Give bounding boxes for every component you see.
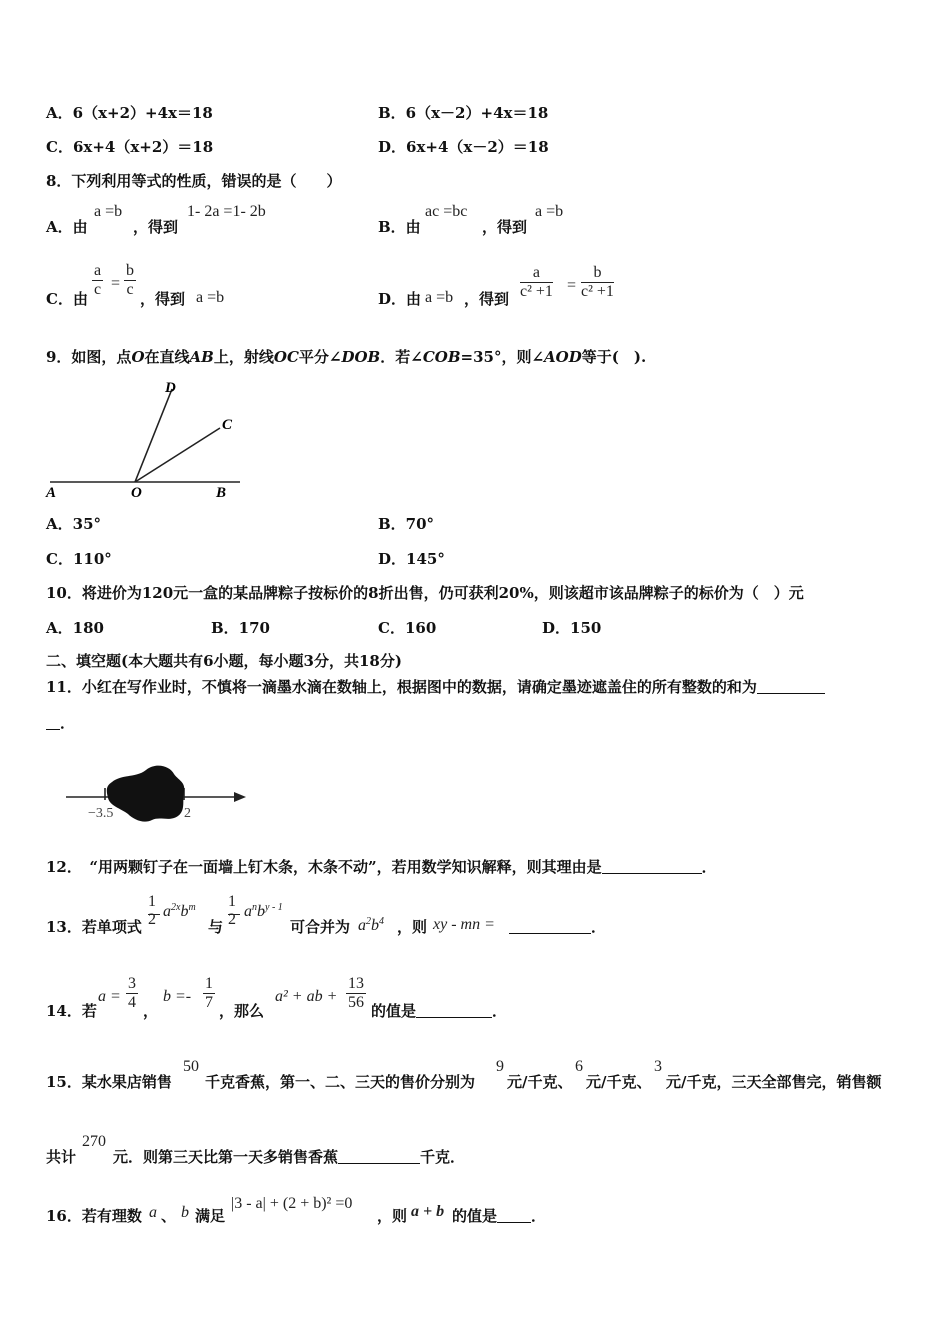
q12-blank <box>602 859 702 874</box>
q8-d-eq1: a =b <box>425 289 454 306</box>
q11-blank-a <box>757 679 825 694</box>
q15-n3: 3 <box>654 1058 662 1075</box>
q13-monomial-1: $a^{2x}b^m$ <box>163 902 196 920</box>
label-neg-3-5: −3.5 <box>88 806 114 821</box>
q16-sep: 、 <box>161 1207 177 1225</box>
q10-option-c: C．160 <box>378 619 437 637</box>
q16-b: b <box>181 1204 189 1221</box>
q9-option-b: B．70° <box>378 515 435 533</box>
q15-t2: 元/千克、 <box>507 1073 573 1091</box>
q8-d-lead: D．由 <box>378 290 422 308</box>
q16-expr: |3 - a| + (2 + b)² =0 <box>231 1195 353 1212</box>
q8-c-lead: C．由 <box>46 290 88 308</box>
q8-c-frac2: $\frac{b}{c}$ <box>126 262 134 298</box>
q13-blank <box>509 919 591 934</box>
number-line-figure <box>60 760 250 828</box>
label-b: B <box>216 485 227 501</box>
q14-b-frac: $\frac{1}{7}$ <box>205 975 213 1011</box>
q14-blank <box>416 1003 492 1018</box>
q9-option-c: C．110° <box>46 550 112 568</box>
q10-option-b: B．170 <box>211 619 270 637</box>
q13-then: ，则 <box>397 918 428 936</box>
q15-t4: 元/千克，三天全部售完，销售额 <box>666 1073 882 1091</box>
q13-result: $a^2b^4$ <box>358 916 384 934</box>
q16-t3: 的值是 ． <box>452 1207 547 1225</box>
label-o: O <box>131 485 142 501</box>
q8-stem: 8．下列利用等式的性质，错误的是（ ） <box>46 172 342 190</box>
q15-n9: 9 <box>496 1058 504 1075</box>
q10-stem: 10．将进价为120元一盒的某品牌粽子按标价的8折出售，仍可获利20%，则该超市该品牌粽子的标价为（ ）元 <box>46 584 804 602</box>
q16-ab: a + b <box>411 1203 445 1220</box>
q14-expr: a² + ab + <box>275 988 338 1005</box>
q15-t3: 元/千克、 <box>586 1073 652 1091</box>
q16-a: a <box>149 1204 157 1221</box>
q8-a-mid: ，得到 <box>133 218 179 236</box>
q8-d-frac1: $\frac{a}{\text{c² +1}}$ <box>520 264 553 300</box>
q13-half-1: 1 2 <box>148 893 156 928</box>
q15-t6: 元．则第三天比第一天多销售香蕉 千克． <box>113 1148 466 1166</box>
label-c: C <box>222 417 233 433</box>
label-2: 2 <box>184 806 191 821</box>
q12-stem: 12． “用两颗钉子在一面墙上钉木条，木条不动”，若用数学知识解释，则其理由是 ． <box>46 858 717 876</box>
q8-d-mid: ，得到 <box>464 290 510 308</box>
q8-c-mid: ，得到 <box>140 290 186 308</box>
number-line-arrow <box>234 792 246 802</box>
q13-monomial-2: $a^nb^{y - 1}$ <box>244 902 283 920</box>
q11-blank-b <box>46 715 60 730</box>
q13-tail: ． <box>509 917 606 937</box>
q15-t5: 共计 <box>46 1148 77 1166</box>
q13-with: 与 <box>208 918 224 936</box>
q9-option-d: D．145° <box>378 550 445 568</box>
q7-option-b: B．6（x－2）+4x＝18 <box>378 104 549 122</box>
q8-c-frac1: $\frac{a}{c}$ <box>94 262 102 298</box>
q13-frac-bar-1 <box>148 914 160 915</box>
q14-c-frac: $\frac{13}{56}$ <box>348 975 364 1011</box>
q8-a-lead: A．由 <box>46 218 88 236</box>
q15-lead: 15．某水果店销售 <box>46 1073 172 1091</box>
q16-t1: 满足 <box>195 1207 226 1225</box>
q13-lead: 13．若单项式 <box>46 918 142 936</box>
q7-option-d: D．6x+4（x－2）＝18 <box>378 138 549 156</box>
q13-expr: xy - mn = <box>433 916 495 933</box>
q8-b-lead: B．由 <box>378 218 421 236</box>
q13-frac-bar-2 <box>228 914 240 915</box>
q8-a-eq2: 1- 2a =1- 2b <box>187 203 266 220</box>
q15-n6: 6 <box>575 1058 583 1075</box>
q14-tail: 的值是 ． <box>371 1002 508 1020</box>
ray-od <box>135 389 172 482</box>
q14-a-frac: $\frac{3}{4}$ <box>128 975 136 1011</box>
q8-b-mid: ，得到 <box>482 218 528 236</box>
q8-a-eq1: a =b <box>94 203 123 220</box>
q13-mid: 可合并为 <box>290 918 351 936</box>
q15-t1: 千克香蕉，第一、二、三天的售价分别为 <box>205 1073 476 1091</box>
q13-half-2: 1 2 <box>228 893 236 928</box>
q14-a-eq: a = <box>98 988 121 1005</box>
q15-n50: 50 <box>183 1058 199 1075</box>
angle-figure <box>40 375 250 505</box>
q8-d-frac2: $\frac{b}{\text{c² +1}}$ <box>581 264 614 300</box>
label-d: D <box>165 380 176 396</box>
q8-b-eq2: a =b <box>535 203 564 220</box>
label-a: A <box>46 485 57 501</box>
q14-then: ，那么 <box>219 1002 265 1020</box>
ray-oc <box>135 428 220 482</box>
q10-option-a: A．180 <box>46 619 104 637</box>
q8-d-eqsign: = <box>567 277 577 294</box>
q8-c-eqsign: = <box>111 275 121 292</box>
q11-stem: 11．小红在写作业时，不慎将一滴墨水滴在数轴上，根据图中的数据，请确定墨迹遮盖住的所有整数的和为 <box>46 677 825 697</box>
q11-tail: ． <box>46 713 75 733</box>
q15-blank <box>338 1149 420 1164</box>
q8-b-eq1: ac =bc <box>425 203 468 220</box>
q7-option-c: C．6x+4（x+2）＝18 <box>46 138 214 156</box>
q8-c-eq2: a =b <box>196 289 225 306</box>
q16-lead: 16．若有理数 <box>46 1207 142 1225</box>
q14-b-eq: b =- <box>163 988 192 1005</box>
q10-option-d: D．150 <box>542 619 602 637</box>
q16-blank <box>497 1208 531 1223</box>
q16-t2: ，则 <box>377 1207 408 1225</box>
q14-comma: ， <box>143 1002 159 1020</box>
q9-option-a: A．35° <box>46 515 102 533</box>
q15-n270: 270 <box>82 1133 106 1150</box>
ink-blot <box>107 766 185 822</box>
q14-lead: 14．若 <box>46 1002 97 1020</box>
q7-option-a: A．6（x+2）+4x＝18 <box>46 104 213 122</box>
q9-stem: 9．如图，点O在直线AB上，射线OC平分∠DOB．若∠COB=35°，则∠AOD等于( ). <box>46 348 647 366</box>
section-2-heading: 二、填空题(本大题共有6小题，每小题3分，共18分) <box>46 652 402 670</box>
